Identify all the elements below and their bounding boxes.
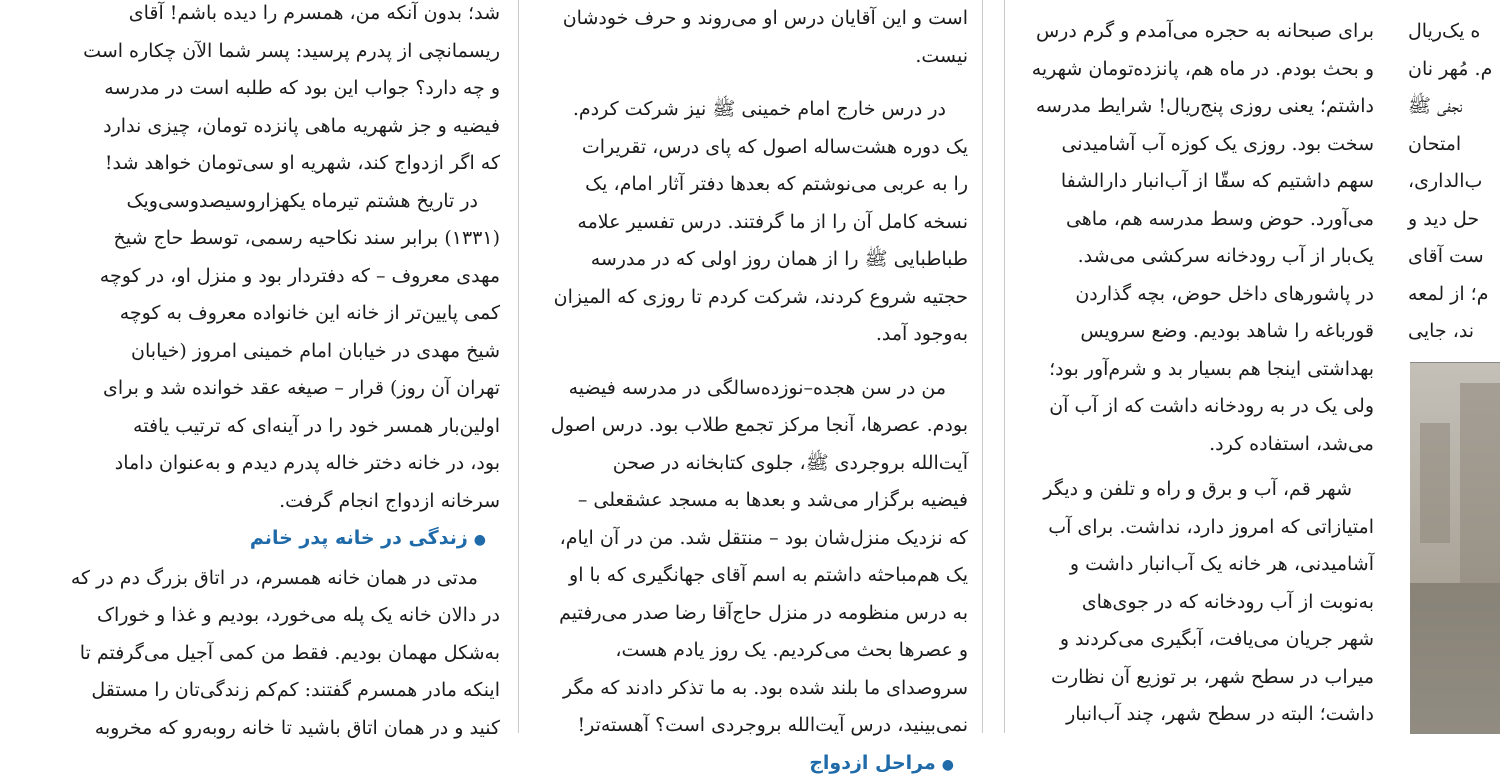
text-line: در تاریخ هشتم تیرماه یکهزاروسیصدوسی‌ویک	[62, 183, 500, 221]
text-line: در پاشورهای داخل حوض، بچه گذاردن	[1020, 276, 1374, 314]
bullet-icon: ●	[942, 757, 954, 773]
text-line: سخت بود. روزی یک کوزه آب آشامیدنی	[1020, 126, 1374, 164]
text-column-2	[530, 0, 968, 733]
historic-photo	[1410, 362, 1500, 734]
text-line: امتیازاتی که امروز دارد، نداشت. برای آب	[1020, 509, 1374, 547]
text-line: می‌شد، استفاده کرد.	[1020, 426, 1374, 464]
text-line: مدتی در همان خانه همسرم، در اتاق بزرگ دم در که	[62, 560, 500, 598]
text-column-1	[62, 0, 500, 733]
text-line: شیخ مهدی در خیابان امام خمینی امروز (خیابان	[62, 333, 500, 371]
text-line: م. مُهر نان	[1408, 51, 1500, 89]
text-line: حل دید و	[1408, 201, 1500, 239]
text-line: حجتیه شروع کردند، شرکت کردم تا روزی که المیزان	[530, 279, 968, 317]
text-line: کمی پایین‌تر از خانه این خانواده معروف به کوچه	[62, 295, 500, 333]
text-line: آشامیدنی، هر خانه یک آب‌انبار داشت و	[1020, 546, 1374, 584]
text-line: شهر قم، آب و برق و راه و تلفن و دیگر	[1020, 471, 1374, 509]
text-line: در درس خارج امام خمینی ﷺ نیز شرکت کردم.	[530, 91, 968, 129]
column-divider	[982, 0, 983, 733]
text-line: مهدی معروف – که دفتردار بود و منزل او، در کوچه	[62, 258, 500, 296]
column-divider	[1004, 0, 1005, 733]
text-line: نسخه کامل آن را از ما گرفتند. درس تفسیر علامه	[530, 204, 968, 242]
text-line: که اگر ازدواج کند، شهریه او سی‌تومان خواهد شد!	[62, 145, 500, 183]
text-line: داشت؛ البته در سطح شهر، چند آب‌انبار	[1020, 696, 1374, 734]
text-line: ولی یک در به رودخانه داشت که از آب آن	[1020, 388, 1374, 426]
text-line: نمی‌بینید، درس آیت‌الله بروجردی است؟ آهسته‌تر!	[530, 707, 968, 745]
text-line: آیت‌الله بروجردی ﷺ، جلوی کتابخانه در صحن	[530, 445, 968, 483]
bullet-icon: ●	[474, 532, 486, 548]
text-line: میراب در سطح شهر، بر توزیع آن نظارت	[1020, 659, 1374, 697]
text-line: سرخانه ازدواج انجام گرفت.	[62, 483, 500, 521]
text-line: به‌شکل مهمان بودیم. فقط من کمی آجیل می‌گرفتم تا	[62, 635, 500, 673]
text-line: و چه دارد؟ جواب این بود که طلبه است در مدرسه	[62, 70, 500, 108]
text-line: نجفی ﷺ	[1408, 88, 1500, 126]
text-line: یک هم‌مباحثه داشتم به اسم آقای جهانگیری که با او	[530, 557, 968, 595]
text-line: ه یک‌ریال	[1408, 13, 1500, 51]
text-line: قورباغه را شاهد بودیم. وضع سرویس	[1020, 313, 1374, 351]
text-column-3	[1020, 0, 1374, 733]
text-line: ند، جایی	[1408, 313, 1500, 351]
text-line: کنید و در همان اتاق باشید تا خانه روبه‌رو که مخروبه	[62, 710, 500, 748]
section-heading: ●مراحل ازدواج	[530, 745, 968, 784]
text-line: فیضیه و جز شهریه ماهی پانزده تومان، چیزی ندارد	[62, 108, 500, 146]
text-line: ریسمانچی از پدرم پرسید: پسر شما الآن چکاره است	[62, 33, 500, 71]
text-line: طباطبایی ﷺ را از همان روز اولی که در مدرسه	[530, 241, 968, 279]
text-line: می‌آورد. حوض وسط مدرسه هم، ماهی	[1020, 201, 1374, 239]
text-line: نیست.	[530, 38, 968, 76]
text-line: بودم. عصرها، آنجا مرکز تجمع طلاب بود. درس اصول	[530, 407, 968, 445]
text-line: شد؛ بدون آنکه من، همسرم را دیده باشم! آقای	[62, 0, 500, 33]
text-line: یک دوره هشت‌ساله اصول که پای درس، تقریرات	[530, 129, 968, 167]
text-line: اولین‌بار همسر خود را در آینه‌ای که ترتیب یافته	[62, 408, 500, 446]
text-line: که نزدیک منزل‌شان بود – منتقل شد. من در آن ایام،	[530, 520, 968, 558]
text-line: ب‌الداری،	[1408, 163, 1500, 201]
text-line: من در سن هجده–نوزده‌سالگی در مدرسه فیضیه	[530, 370, 968, 408]
text-line: در دالان خانه یک پله می‌خورد، بودیم و غذا و خوراک	[62, 597, 500, 635]
text-line: اینکه مادر همسرم گفتند: کم‌کم زندگی‌تان را مستقل	[62, 672, 500, 710]
text-line: امتحان	[1408, 126, 1500, 164]
text-line: ست آقای	[1408, 238, 1500, 276]
text-line: و بحث بودم. در ماه هم، پانزده‌تومان شهریه	[1020, 51, 1374, 89]
text-line: سهم داشتیم که سقّا از آب‌انبار دارالشفا	[1020, 163, 1374, 201]
section-heading: ●زندگی در خانه پدر خانم	[62, 520, 500, 560]
text-line: برای صبحانه به حجره می‌آمدم و گرم درس	[1020, 13, 1374, 51]
text-line: را به عربی می‌نوشتم که بعدها دفتر آثار امام، یک	[530, 166, 968, 204]
text-line: تهران آن روز) قرار – صیغه عقد خوانده شد و برای	[62, 370, 500, 408]
text-line: شهر جریان می‌یافت، آبگیری می‌کردند و	[1020, 621, 1374, 659]
text-line: فیضیه برگزار می‌شد و بعدها به مسجد عشقعلی –	[530, 482, 968, 520]
column-divider	[518, 0, 519, 733]
text-line: است و این آقایان درس او می‌روند و حرف خودشان	[530, 0, 968, 38]
text-line: بهداشتی اینجا هم بسیار بد و شرم‌آور بود؛	[1020, 351, 1374, 389]
text-line: داشتم؛ یعنی روزی پنج‌ریال! شرایط مدرسه	[1020, 88, 1374, 126]
text-line: م؛ از لمعه	[1408, 276, 1500, 314]
text-line: به‌وجود آمد.	[530, 316, 968, 354]
text-line: (۱۳۳۱) برابر سند نکاحیه رسمی، توسط حاج شیخ	[62, 220, 500, 258]
text-line: و عصرها بحث می‌کردیم. یک روز یادم هست،	[530, 632, 968, 670]
text-line: یک‌بار از آب رودخانه سرکشی می‌شد.	[1020, 238, 1374, 276]
text-line: به‌نوبت از آب رودخانه که در جوی‌های	[1020, 584, 1374, 622]
text-line: بود، در خانه دختر خاله پدرم دیدم و به‌عنوان داماد	[62, 445, 500, 483]
text-line: سروصدای ما بلند شده بود. به ما تذکر دادند که مگر	[530, 670, 968, 708]
text-line: به درس منظومه در منزل حاج‌آقا رضا صدر می‌رفتیم	[530, 595, 968, 633]
